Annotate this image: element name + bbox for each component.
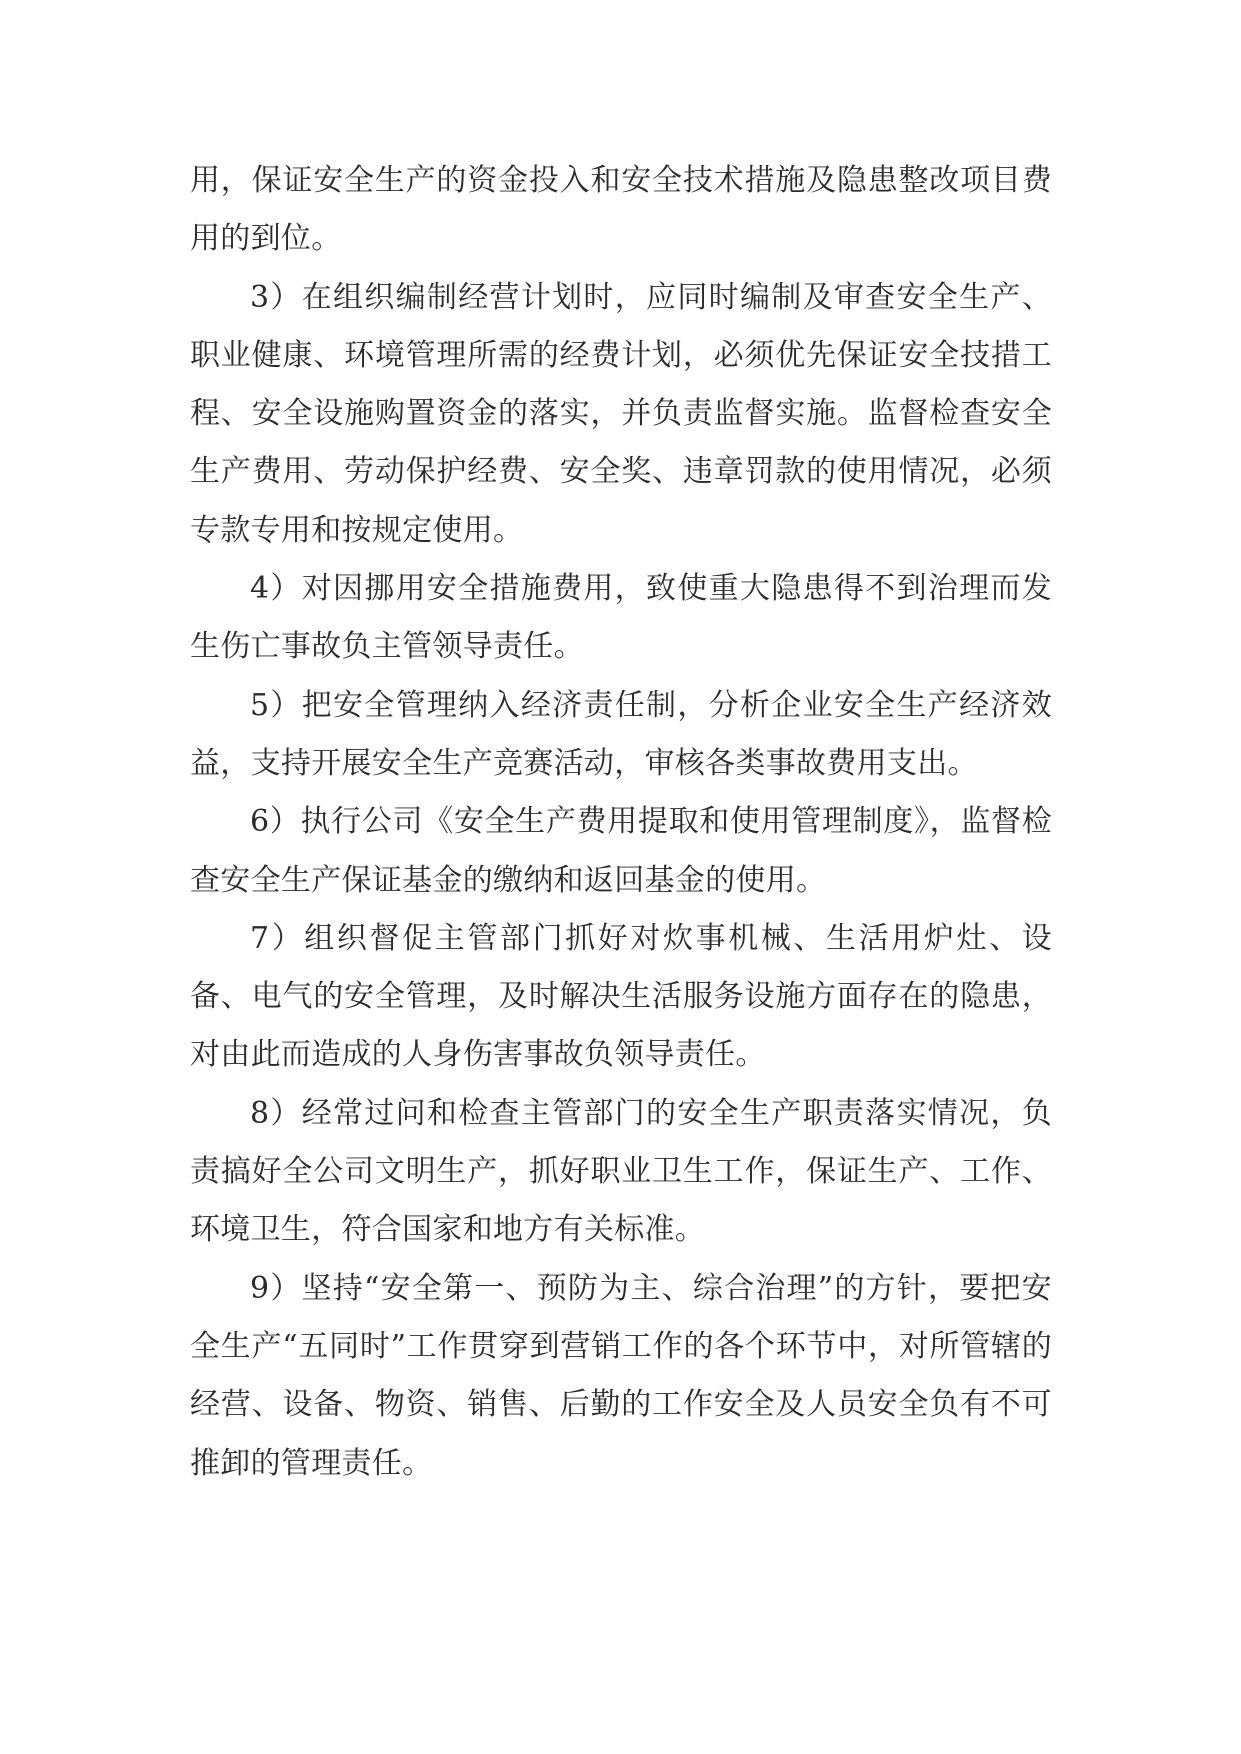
document-body: [190, 152, 1052, 1493]
paragraph-item-3: 3）在组织编制经营计划时，应同时编制及审查安全生产、职业健康、环境管理所需的经费计划，必须优先保证安全技措工程、安全设施购置资金的落实，并负责监督实施。监督检查安全生产费用、劳动保护经费、安全奖、违章罚款的使用情况，必须专款专用和按规定使用。: [190, 279, 1052, 548]
paragraph-item-6: 6）执行公司《安全生产费用提取和使用管理制度》，监督检查安全生产保证基金的缴纳和返回基金的使用。: [190, 804, 1052, 898]
paragraph-item-4: 4）对因挪用安全措施费用，致使重大隐患得不到治理而发生伤亡事故负主管领导责任。: [190, 571, 1052, 665]
paragraph-item-8: 8）经常过问和检查主管部门的安全生产职责落实情况，负责搞好全公司文明生产，抓好职业卫生工作，保证生产、工作、环境卫生，符合国家和地方有关标准。: [190, 1095, 1052, 1248]
paragraph-item-9: 9）坚持“安全第一、预防为主、综合治理”的方针，要把安全生产“五同时”工作贯穿到营销工作的各个环节中，对所管辖的经营、设备、物资、销售、后勤的工作安全及人员安全负有不可推卸的管理责任。: [190, 1270, 1052, 1481]
paragraph-continuation: 用，保证安全生产的资金投入和安全技术措施及隐患整改项目费用的到位。: [190, 163, 1052, 257]
paragraph-item-7: 7）组织督促主管部门抓好对炊事机械、生活用炉灶、设备、电气的安全管理，及时解决生活服务设施方面存在的隐患，对由此而造成的人身伤害事故负领导责任。: [190, 920, 1052, 1073]
paragraph-item-5: 5）把安全管理纳入经济责任制，分析企业安全生产经济效益，支持开展安全生产竞赛活动，审核各类事故费用支出。: [190, 687, 1052, 781]
